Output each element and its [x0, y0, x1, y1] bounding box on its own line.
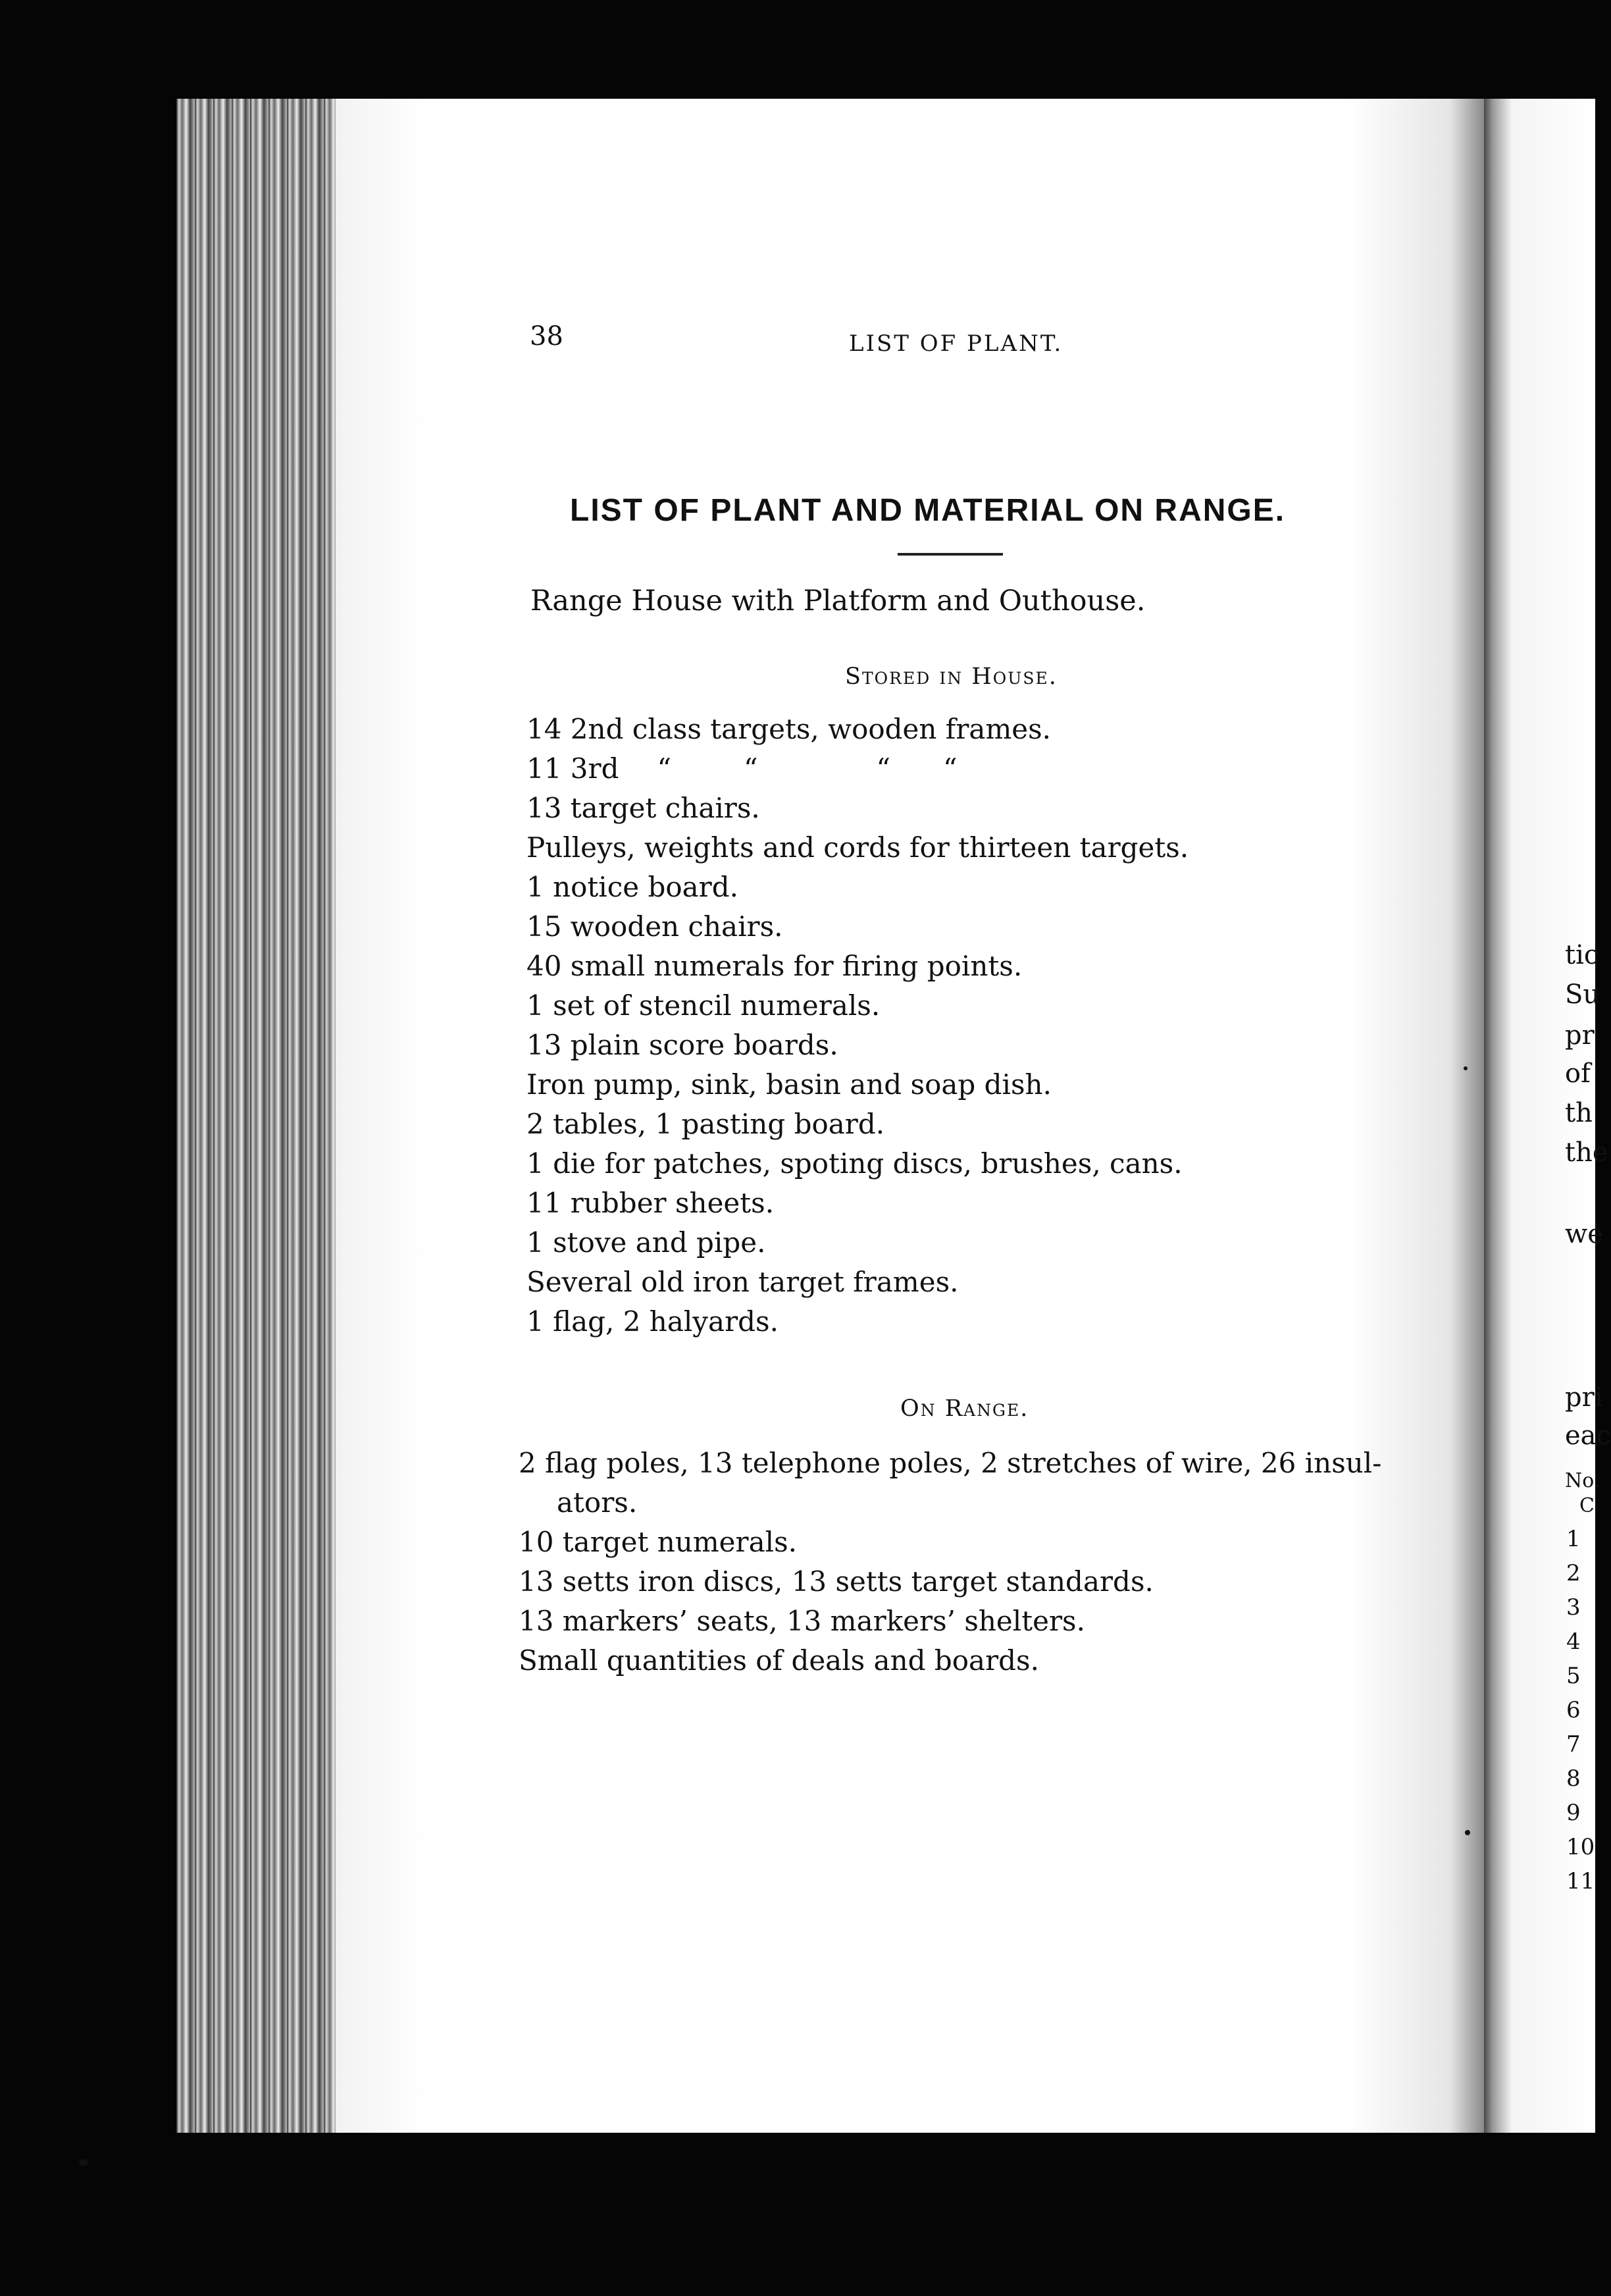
page-number: 38	[530, 321, 563, 352]
list-item-text: 11 3rd	[526, 752, 619, 785]
list-item: 13 target chairs.	[526, 792, 760, 824]
list-item: 15 wooden chairs.	[526, 910, 783, 943]
facing-page-fragment: Su	[1565, 979, 1600, 1010]
facing-page-number: 2	[1566, 1560, 1581, 1586]
facing-page-fragment: th	[1565, 1098, 1593, 1128]
intro-line: Range House with Platform and Outhouse.	[530, 585, 1146, 617]
list-item: 1 die for patches, spoting discs, brushes, cans.	[526, 1147, 1183, 1180]
facing-page-fragment: pri	[1565, 1382, 1603, 1413]
list-item: 1 flag, 2 halyards.	[526, 1305, 779, 1338]
list-item: Pulleys, weights and cords for thirteen targets.	[526, 831, 1189, 864]
range-heading: On Range.	[900, 1396, 1029, 1422]
list-item: 2 tables, 1 pasting board.	[526, 1108, 885, 1140]
facing-page-number: 6	[1566, 1697, 1581, 1723]
facing-page-number: 9	[1566, 1800, 1581, 1826]
facing-page-fragment: No.	[1565, 1469, 1600, 1492]
ditto-mark: “	[657, 752, 671, 785]
range-item-list	[519, 1444, 1381, 1681]
ink-speck	[79, 2159, 88, 2166]
list-item: 1 set of stencil numerals.	[526, 989, 881, 1022]
list-item: 1 notice board.	[526, 871, 738, 903]
facing-page-number: 3	[1566, 1594, 1581, 1621]
facing-page-fragment: we	[1565, 1219, 1603, 1249]
facing-page-number: 1	[1566, 1526, 1581, 1552]
list-item: 11 rubber sheets.	[526, 1187, 775, 1219]
facing-page-number: 7	[1566, 1731, 1581, 1758]
facing-page-fragment: pr	[1565, 1020, 1595, 1051]
facing-page-number: 10	[1566, 1834, 1595, 1860]
ditto-mark: “	[876, 752, 890, 785]
page-title: LIST OF PLANT AND MATERIAL ON RANGE.	[570, 493, 1286, 528]
running-head: LIST OF PLANT.	[849, 330, 1063, 357]
ink-speck	[1464, 1066, 1468, 1070]
book-page-edges	[176, 99, 341, 2133]
list-item: 10 target numerals.	[519, 1526, 797, 1558]
facing-page-fragment: C	[1579, 1494, 1595, 1517]
list-item: 13 setts iron discs, 13 setts target standards.	[519, 1565, 1154, 1598]
facing-page-number: 4	[1566, 1629, 1581, 1655]
ditto-mark: “	[743, 752, 758, 785]
list-item-continuation: ators.	[557, 1486, 638, 1519]
list-item: Several old iron target frames.	[526, 1266, 959, 1298]
facing-page-fragment: tic	[1565, 940, 1599, 970]
list-item: 13 plain score boards.	[526, 1029, 838, 1061]
list-item	[526, 749, 1189, 789]
facing-page-fragment: eac	[1565, 1421, 1611, 1451]
list-item: 40 small numerals for firing points.	[526, 950, 1023, 982]
facing-page-fragment: of	[1565, 1058, 1591, 1089]
title-rule	[898, 553, 1003, 556]
facing-page-number: 11	[1566, 1868, 1595, 1894]
facing-page-fragment: the	[1565, 1137, 1608, 1168]
list-item: Iron pump, sink, basin and soap dish.	[526, 1068, 1052, 1101]
list-item: Small quantities of deals and boards.	[519, 1644, 1039, 1677]
facing-page-number: 8	[1566, 1765, 1581, 1792]
list-item: 13 markers’ seats, 13 markers’ shelters.	[519, 1605, 1085, 1637]
list-item: 2 flag poles, 13 telephone poles, 2 stretches of wire, 26 insul-	[519, 1447, 1382, 1479]
facing-page-number: 5	[1566, 1663, 1581, 1689]
ink-speck	[1465, 1830, 1470, 1835]
list-item: 1 stove and pipe.	[526, 1226, 766, 1259]
stored-item-list	[526, 710, 1189, 1342]
list-item: 14 2nd class targets, wooden frames.	[526, 713, 1052, 745]
stored-heading: Stored in House.	[845, 664, 1058, 690]
ditto-mark: “	[942, 752, 958, 785]
